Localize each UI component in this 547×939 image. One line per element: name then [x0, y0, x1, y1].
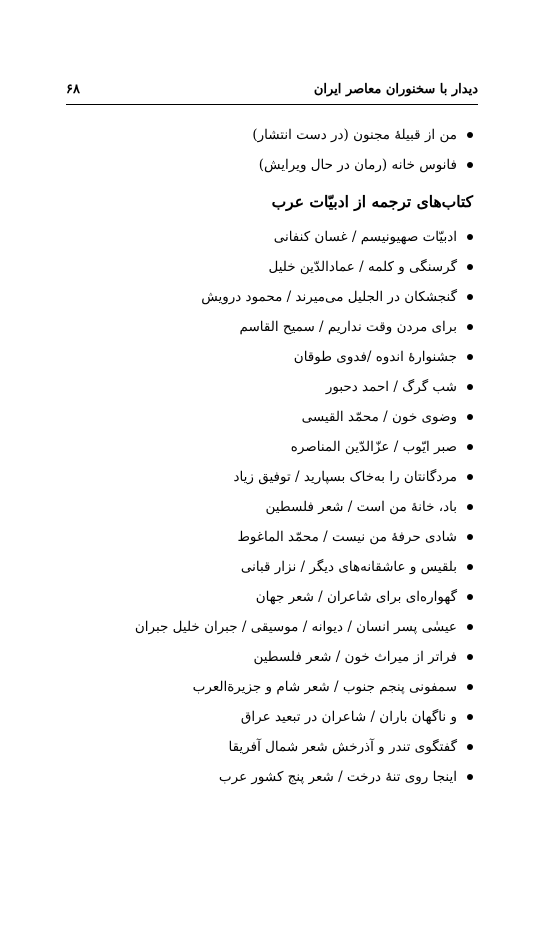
bullet-icon	[467, 444, 473, 450]
bullet-icon	[467, 132, 473, 138]
list-item-text: بلقیس و عاشقانه‌های دیگر / نزار قبانی	[240, 559, 457, 575]
list-item	[135, 312, 473, 342]
list-item	[135, 492, 473, 522]
bullet-icon	[467, 324, 473, 330]
running-title: دیدار با سخنوران معاصر ایران	[313, 82, 478, 97]
list-item	[135, 462, 473, 492]
list-item-text: شب گرگ / احمد دحبور	[325, 379, 457, 395]
list-item	[135, 342, 473, 372]
translations-section	[135, 222, 473, 792]
list-item	[135, 432, 473, 462]
bullet-icon	[467, 624, 473, 630]
list-item-text: مردگانتان را به‌خاک بسپارید / توفیق زیاد	[233, 469, 457, 485]
list-item	[135, 282, 473, 312]
list-item	[135, 522, 473, 552]
list-item	[135, 702, 473, 732]
section-heading: کتاب‌های ترجمه از ادبیّات عرب	[271, 192, 473, 211]
list-item	[135, 402, 473, 432]
bullet-icon	[467, 414, 473, 420]
bullet-icon	[467, 162, 473, 168]
list-item-text: باد، خانهٔ من است / شعر فلسطین	[265, 499, 457, 515]
list-item	[135, 222, 473, 252]
list-item	[135, 642, 473, 672]
list-item-text: گنجشکان در الجلیل می‌میرند / محمود درویش	[201, 289, 457, 305]
list-item	[252, 120, 473, 150]
bullet-icon	[467, 294, 473, 300]
forthcoming-works	[252, 120, 473, 180]
list-item	[135, 612, 473, 642]
list-item-text: سمفونی پنجم جنوب / شعر شام و جزیرةالعرب	[192, 679, 457, 695]
list-item-text: عیسٰی پسر انسان / دیوانه / موسیقی / جبران خلیل جبران	[134, 619, 457, 635]
bullet-icon	[467, 714, 473, 720]
page-number: ۶۸	[66, 82, 80, 97]
bullet-icon	[467, 234, 473, 240]
translations-list	[135, 222, 473, 792]
list-item-text: برای مردن وقت نداریم / سمیح القاسم	[239, 319, 457, 335]
list-item	[135, 582, 473, 612]
forthcoming-list	[252, 120, 473, 180]
list-item-text: شادی حرفهٔ من نیست / محمّد الماغوط	[237, 529, 457, 545]
list-item-text: صبر ایّوب / عزّالدّین المناصره	[290, 439, 457, 455]
bullet-icon	[467, 654, 473, 660]
list-item	[135, 762, 473, 792]
list-item-text: فراتر از میراث خون / شعر فلسطین	[253, 649, 457, 665]
list-item	[135, 552, 473, 582]
bullet-icon	[467, 354, 473, 360]
list-item-text: ادبیّات صهیونیسم / غسان کنفانی	[273, 229, 457, 245]
bullet-icon	[467, 474, 473, 480]
list-item	[135, 252, 473, 282]
list-item-text: گرسنگی و کلمه / عمادالدّین خلیل	[268, 259, 457, 275]
list-item-text: گفتگوی تندر و آذرخش شعر شمال آفریقا	[228, 739, 457, 755]
bullet-icon	[467, 534, 473, 540]
bullet-icon	[467, 384, 473, 390]
bullet-icon	[467, 744, 473, 750]
bullet-icon	[467, 594, 473, 600]
list-item-text: جشنوارهٔ اندوه /فدوی طوقان	[293, 349, 457, 365]
list-item-text: و ناگهان باران / شاعران در تبعید عراق	[240, 709, 457, 725]
list-item-text: گهواره‌ای برای شاعران / شعر جهان	[255, 589, 457, 605]
list-item	[135, 372, 473, 402]
list-item-text: وضوی خون / محمّد القیسی	[301, 409, 457, 425]
list-item	[252, 150, 473, 180]
list-item	[135, 672, 473, 702]
list-item	[135, 732, 473, 762]
bullet-icon	[467, 264, 473, 270]
bullet-icon	[467, 504, 473, 510]
bullet-icon	[467, 684, 473, 690]
bullet-icon	[467, 564, 473, 570]
bullet-icon	[467, 774, 473, 780]
list-item-text: اینجا روی تنهٔ درخت / شعر پنج کشور عرب	[218, 769, 457, 785]
page-header	[66, 82, 478, 105]
list-item-text: فانوس خانه (رمان در حال ویرایش)	[258, 157, 457, 173]
list-item-text: من از قبیلهٔ مجنون (در دست انتشار)	[252, 127, 457, 143]
